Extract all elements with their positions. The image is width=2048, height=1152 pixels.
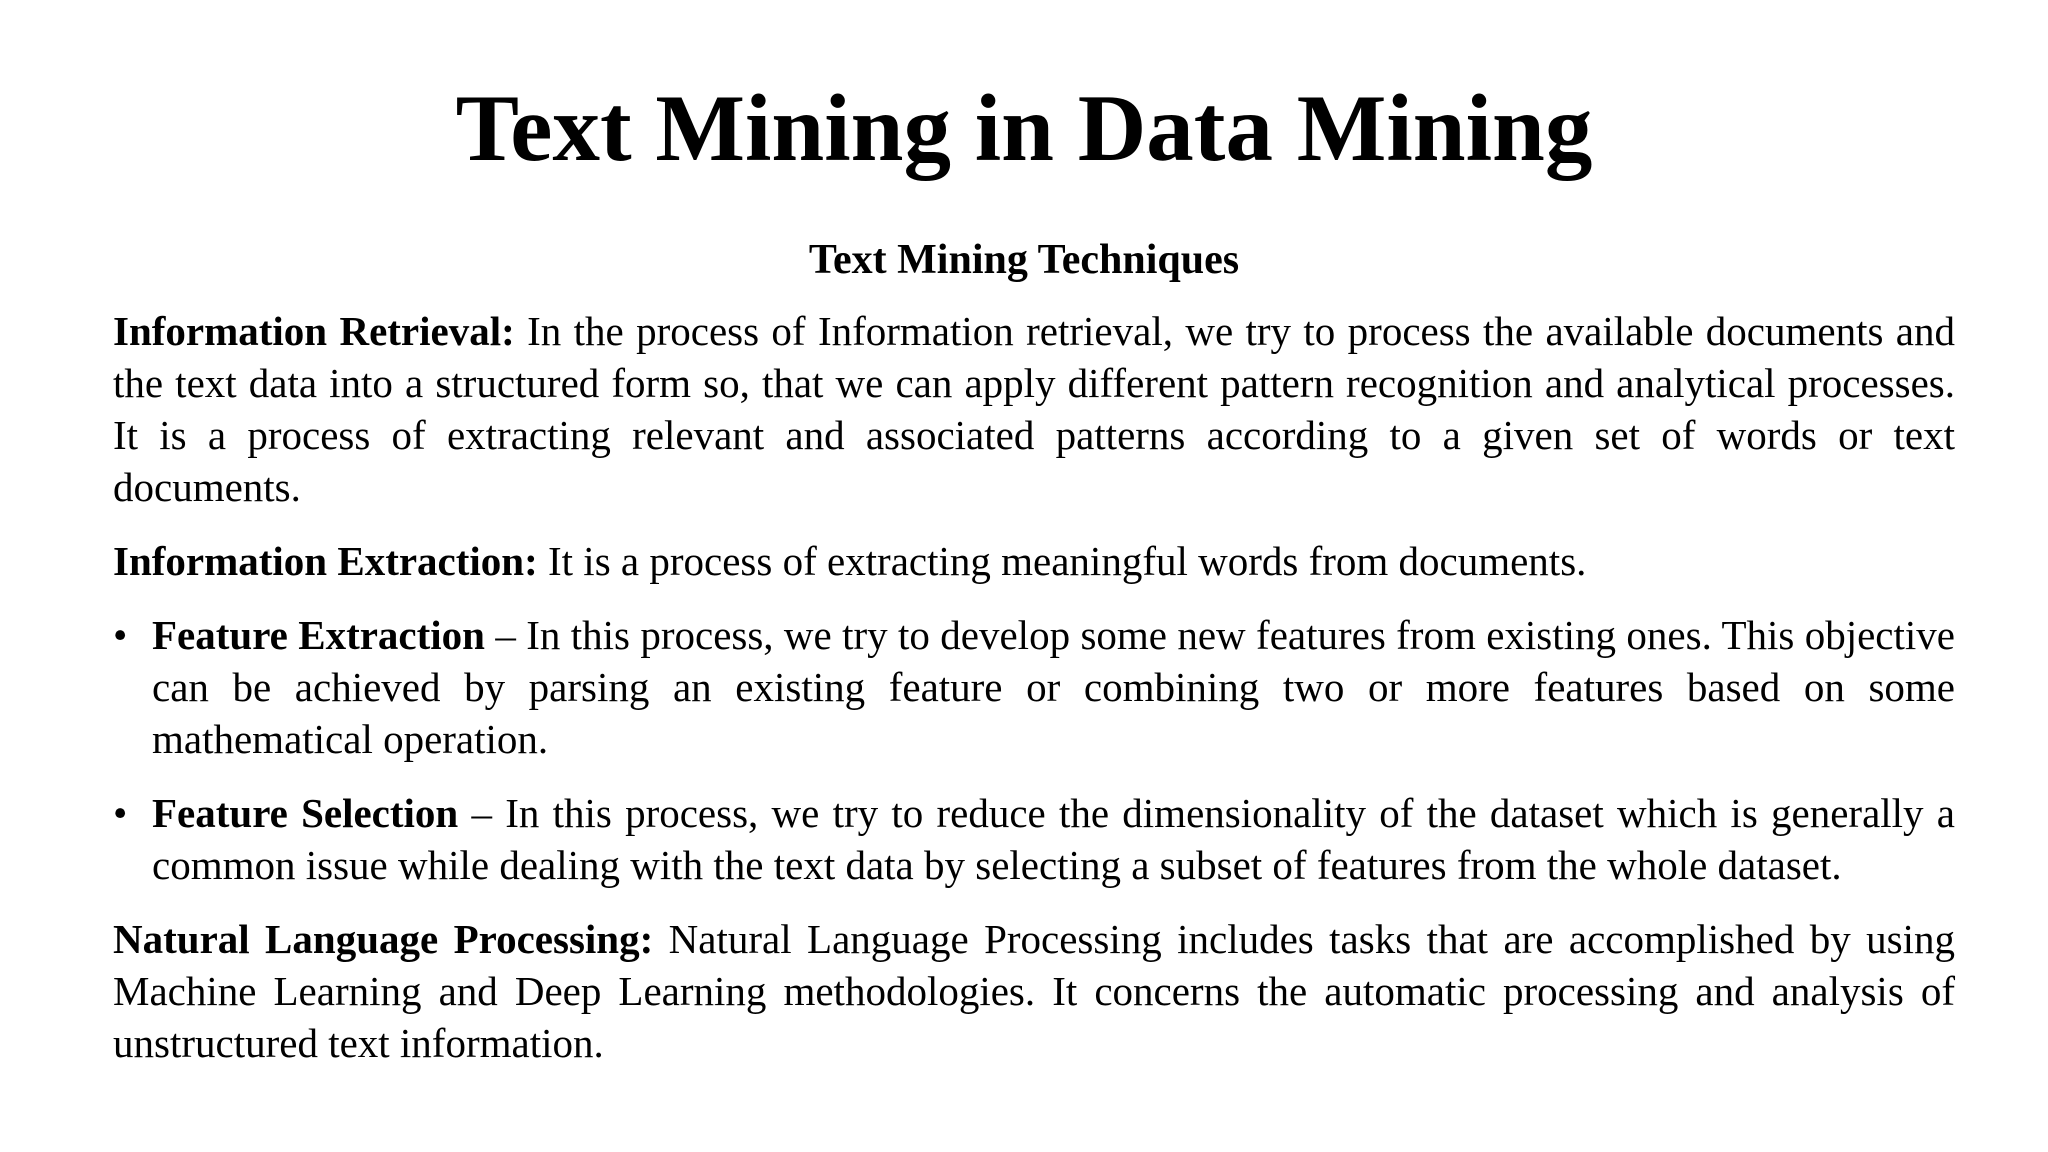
natural-language-processing-heading: Natural Language Processing: xyxy=(113,916,654,962)
information-extraction-heading: Information Extraction: xyxy=(113,538,538,584)
slide-title: Text Mining in Data Mining xyxy=(455,75,1593,181)
feature-selection-text: – In this process, we try to reduce the dimensionality of the dataset which is generally a common issue while dealing with the text data by selecting a subset of features from the whole dataset. xyxy=(152,790,1955,888)
information-extraction-paragraph xyxy=(113,535,1955,587)
paragraph-gap xyxy=(113,587,1955,609)
information-retrieval-text: In the process of Information retrieval, we try to process the available documents and the text data into a structured form so, that we can apply different pattern recognition and analytical processes. It is a process of extracting relevant and associated patterns according to a given set of words or text documents. xyxy=(113,308,1955,510)
feature-extraction-text: – In this process, we try to develop some new features from existing ones. This objective can be achieved by parsing an existing feature or combining two or more features based on some mathematical operation. xyxy=(152,612,1955,762)
paragraph-gap xyxy=(113,765,1955,787)
information-extraction-text: It is a process of extracting meaningful words from documents. xyxy=(537,538,1587,584)
paragraph-gap xyxy=(113,513,1955,535)
feature-selection-heading: Feature Selection xyxy=(152,790,459,836)
feature-extraction-heading: Feature Extraction xyxy=(152,612,485,658)
bullet-icon: • xyxy=(113,612,128,658)
information-retrieval-heading: Information Retrieval: xyxy=(113,308,515,354)
bullet-icon: • xyxy=(113,790,128,836)
information-retrieval-paragraph xyxy=(113,305,1955,513)
paragraph-gap xyxy=(113,891,1955,913)
slide-subtitle: Text Mining Techniques xyxy=(808,237,1240,283)
feature-selection-bullet xyxy=(113,787,1955,891)
feature-extraction-bullet xyxy=(113,609,1955,765)
natural-language-processing-paragraph xyxy=(113,913,1955,1069)
natural-language-processing-text: Natural Language Processing includes tasks that are accomplished by using Machine Learning and Deep Learning methodologies. It concerns the automatic processing and analysis of unstructured text information. xyxy=(113,916,1955,1066)
slide-body xyxy=(113,305,1955,1069)
